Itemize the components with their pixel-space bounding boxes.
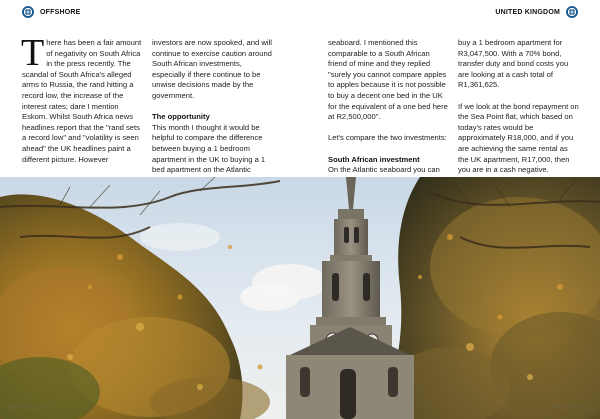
paragraph-text: here has been a fair amount of negativity on South Africa in the press recently. The scandal of South Africa's alleged arms to Russia, the rand hitting a record low, the increase of the interest rates; dare I mention Eskom. Whilst South Africa news headlines report that the "rand sets a record low" and "volatility is seen ahead" the UK headlines paint a different picture. However [22,38,142,164]
article-column-3 [328,38,450,186]
subheading-opportunity: The opportunity [152,112,210,122]
subheading-sa-investment: South African investment [328,154,420,164]
paragraph: This month I thought it would be helpful to compare the difference between buying a 1 bedroom apartment in the UK to buying a 1 bed apartment on the Atlantic [152,122,266,175]
folio-right: APRIL/MAY 2023 [551,405,590,411]
header-left [22,6,81,18]
intro-paragraph [21,32,144,165]
globe-badge-icon [22,6,34,18]
church-photo [0,177,600,419]
header-right [495,6,578,18]
drop-cap: T [21,32,45,74]
paragraph: seaboard. I mentioned this comparable to a South African friend of mine and they replied "surely you cannot compare apples to apples because it is not possible to buy a decent one bed in the UK for the equivalent of a one bed here at R2,500,000". [328,38,448,122]
article-column-4 [458,38,580,186]
page-header [0,6,600,20]
paragraph: buy a 1 bedroom apartment for R3,047,500. With a 70% bond, transfer duty and bond costs you are looking at a cash total of R1,361,625. [458,38,569,90]
section-label: OFFSHORE [40,8,81,16]
church-autumn-illustration [0,177,600,419]
article-column-1 [21,32,144,176]
paragraph: If we look at the bond repayment on the Sea Point flat, which based on today's rates would be approximately R18,000, and if you are achieving the same rental as the UK apartment, R17,000, then you are in a cash negative. [458,101,579,175]
folio-left: APRIL/MAY 2023 [8,405,47,411]
country-label: UNITED KINGDOM [495,8,560,16]
paragraph: On the Atlantic seaboard you can [328,165,440,175]
article-column-2 [152,38,274,186]
globe-badge-icon [566,6,578,18]
paragraph: Let's compare the two investments: [328,133,447,143]
paragraph: investors are now spooked, and will continue to exercise caution around South African investments, especially if there continue to be unwise decisions made by the government. [152,38,272,100]
